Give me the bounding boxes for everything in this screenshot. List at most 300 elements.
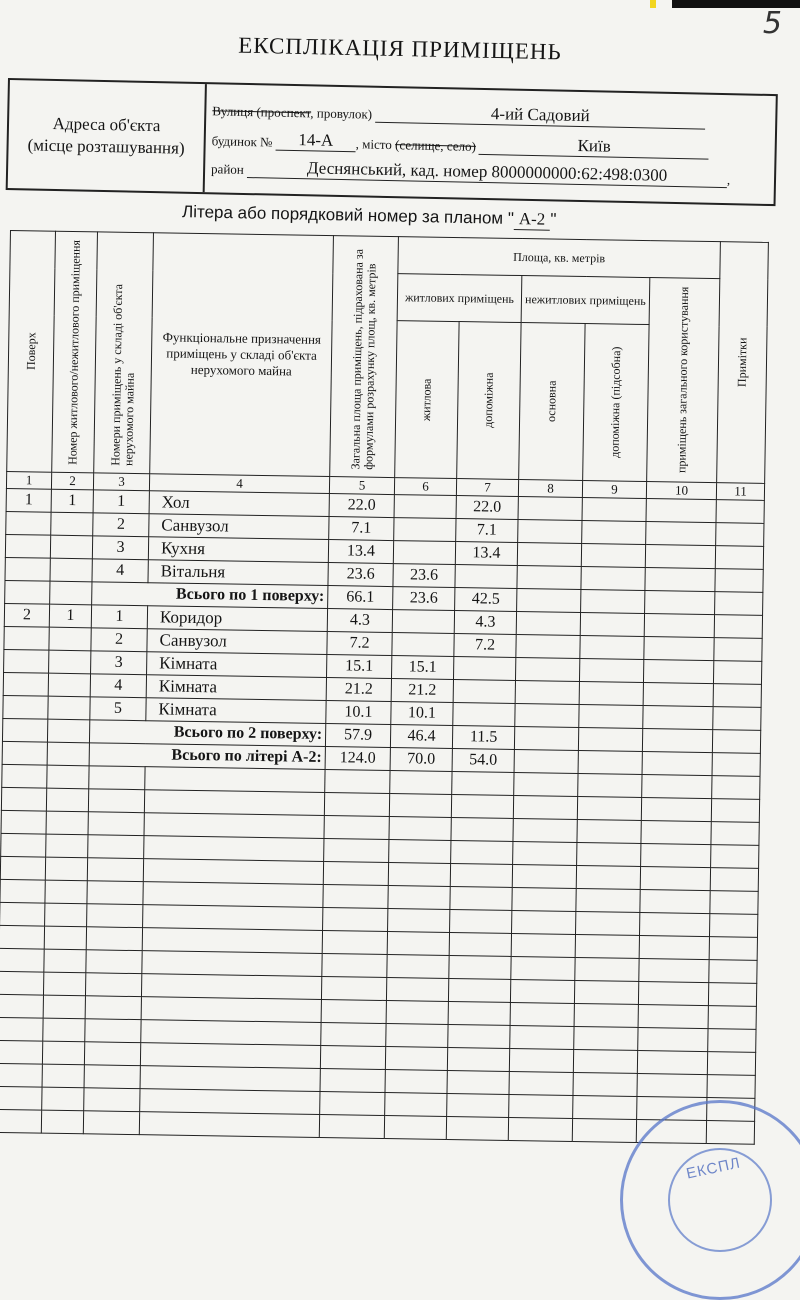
cell-floor: 1	[6, 488, 51, 512]
cell-empty	[513, 795, 577, 819]
cell-empty	[322, 930, 387, 954]
cell-total-area: 57.9	[325, 724, 390, 748]
cell-empty	[643, 683, 713, 707]
cell-empty	[518, 520, 582, 544]
address-label: Адреса об'єкта (місце розташування)	[8, 80, 207, 192]
cell-empty	[713, 707, 761, 731]
cell-empty	[1, 833, 46, 857]
cell-empty	[451, 795, 513, 819]
cell-empty	[386, 1024, 448, 1048]
cell-empty	[1, 810, 46, 834]
cell-auxiliary-area: 13.4	[455, 542, 517, 566]
cell-empty	[144, 790, 324, 816]
header-notes: Примітки	[717, 242, 769, 484]
cell-empty	[385, 1069, 447, 1093]
cell-empty	[516, 635, 580, 659]
header-dwelling-no: Номер житлового/нежитлового приміщення	[52, 231, 98, 473]
cell-empty	[140, 1066, 320, 1092]
header-floor: Поверх	[7, 231, 56, 473]
cell-empty	[514, 749, 578, 773]
cell-empty	[0, 971, 44, 995]
cell-room: 3	[91, 651, 147, 675]
cell-empty	[85, 1019, 141, 1043]
cell-empty	[143, 905, 323, 931]
cell-empty	[640, 889, 710, 913]
cell-floor	[5, 534, 50, 558]
cell-empty	[708, 1006, 756, 1030]
cell-living-area	[394, 518, 456, 542]
cell-empty	[89, 766, 145, 790]
building-line: будинок № 14-А , місто (селище, село) Київ	[212, 128, 710, 159]
cell-room-name: Вітальня	[148, 560, 328, 586]
cell-empty	[508, 1117, 572, 1141]
cell-auxiliary-area: 4.3	[454, 611, 516, 635]
cell-empty	[388, 886, 450, 910]
cell-floor	[2, 741, 47, 765]
cell-auxiliary-area: 22.0	[456, 496, 518, 520]
cell-empty	[320, 1045, 385, 1069]
cell-auxiliary-area: 7.1	[456, 519, 518, 543]
table-body	[0, 488, 764, 1144]
summary-label: Всього по літері А-2:	[89, 743, 325, 770]
cell-empty	[510, 979, 574, 1003]
cell-empty	[578, 773, 642, 797]
cell-empty	[637, 1073, 707, 1097]
litera-value: А-2	[514, 209, 551, 231]
cell-empty	[387, 955, 449, 979]
cell-empty	[46, 834, 88, 858]
cell-empty	[447, 1047, 509, 1071]
cell-empty	[714, 615, 762, 639]
cell-empty	[324, 816, 389, 840]
cell-total-area: 10.1	[326, 701, 391, 725]
cell-empty	[321, 1022, 386, 1046]
cell-empty	[321, 976, 386, 1000]
cell-empty	[518, 497, 582, 521]
cell-empty	[578, 750, 642, 774]
cell-empty	[707, 1075, 755, 1099]
cell-empty	[84, 1088, 140, 1112]
cell-empty	[45, 880, 87, 904]
cell-total-area: 13.4	[328, 540, 393, 564]
header-auxiliary-basement: допоміжна (підсобна)	[583, 324, 649, 482]
cell-empty	[644, 614, 714, 638]
cell-empty	[44, 949, 86, 973]
cell-empty	[388, 863, 450, 887]
cell-auxiliary-area	[453, 703, 515, 727]
cell-empty	[88, 812, 144, 836]
cell-empty	[641, 843, 711, 867]
cell-empty	[638, 1004, 708, 1028]
cell-total-area: 4.3	[327, 609, 392, 633]
cell-empty	[572, 1118, 636, 1142]
cell-empty	[0, 856, 45, 880]
cell-room: 1	[93, 490, 149, 514]
header-main: основна	[519, 323, 585, 481]
cell-room-name: Кімната	[146, 675, 326, 701]
district-line: район Деснянський, кад. номер 8000000000:62:498:0300 ,	[210, 158, 731, 188]
cell-empty	[638, 1027, 708, 1051]
cell-empty	[323, 885, 388, 909]
cell-empty	[513, 818, 577, 842]
cell-empty	[516, 612, 580, 636]
cell-empty	[325, 770, 390, 794]
cell-auxiliary-area: 54.0	[452, 749, 514, 773]
cell-room-name: Санвузол	[147, 629, 327, 655]
cell-dwelling	[49, 650, 91, 674]
cell-empty	[575, 957, 639, 981]
cell-empty	[390, 771, 452, 795]
cell-empty	[88, 835, 144, 859]
cell-empty	[710, 914, 758, 938]
cell-empty	[644, 637, 714, 661]
cell-empty	[41, 1110, 83, 1134]
header-total-area: Загальна площа приміщень, підрахована за формулами розрахунку площ, кв. метрів	[330, 236, 399, 478]
cell-empty	[323, 862, 388, 886]
cell-empty	[44, 926, 86, 950]
cell-empty	[574, 1003, 638, 1027]
cell-empty	[715, 569, 763, 593]
cell-empty	[642, 751, 712, 775]
cell-empty	[452, 772, 514, 796]
cell-empty	[708, 983, 756, 1007]
cell-living-area	[394, 495, 456, 519]
cell-empty	[43, 1018, 85, 1042]
cell-empty	[0, 994, 43, 1018]
header-common-use: приміщень загального користування	[647, 278, 720, 483]
cell-empty	[0, 1040, 43, 1064]
cell-empty	[582, 521, 646, 545]
cell-empty	[711, 799, 759, 823]
cell-empty	[708, 1029, 756, 1053]
cell-living-area	[392, 633, 454, 657]
summary-label: Всього по 1 поверху:	[92, 582, 328, 609]
cell-empty	[448, 1024, 510, 1048]
cell-empty	[645, 591, 715, 615]
litera-line: Літера або порядковий номер за планом " А-2 "	[181, 202, 557, 229]
header-living: житлова	[395, 321, 459, 479]
cell-empty	[43, 972, 85, 996]
cell-floor	[5, 557, 50, 581]
cell-living-area: 70.0	[390, 748, 452, 772]
cell-empty	[140, 1043, 320, 1069]
cell-empty	[581, 567, 645, 591]
building-value: 14-А	[276, 130, 356, 153]
cell-empty	[713, 684, 761, 708]
cell-empty	[510, 1002, 574, 1026]
cell-empty	[0, 925, 45, 949]
cell-empty	[321, 999, 386, 1023]
cell-empty	[512, 887, 576, 911]
cell-empty	[322, 953, 387, 977]
cell-empty	[579, 659, 643, 683]
cell-empty	[515, 680, 579, 704]
cell-empty	[141, 1020, 321, 1046]
handwritten-page-number: 5	[762, 6, 782, 41]
street-line: Вулиця (проспект, провулок) 4-ий Садовий	[212, 98, 705, 129]
cell-empty	[711, 845, 759, 869]
cell-living-area: 10.1	[391, 702, 453, 726]
cell-living-area: 21.2	[391, 679, 453, 703]
explication-table-wrap	[0, 230, 769, 1145]
cell-empty	[0, 948, 44, 972]
cell-empty	[449, 955, 511, 979]
cell-empty	[323, 907, 388, 931]
cell-empty	[42, 1041, 84, 1065]
cell-dwelling	[48, 696, 90, 720]
cell-empty	[450, 863, 512, 887]
cell-empty	[384, 1115, 446, 1139]
cell-floor	[3, 695, 48, 719]
cell-empty	[142, 951, 322, 977]
cell-empty	[86, 927, 142, 951]
cell-empty	[640, 866, 710, 890]
cell-empty	[320, 1068, 385, 1092]
address-box	[6, 78, 778, 206]
cell-empty	[446, 1116, 508, 1140]
cell-living-area: 46.4	[390, 725, 452, 749]
cell-empty	[141, 974, 321, 1000]
stamp-text: ЕКСПЛ	[684, 1154, 743, 1183]
cell-empty	[638, 981, 708, 1005]
cell-empty	[576, 865, 640, 889]
city-value: Київ	[479, 134, 709, 160]
cell-empty	[513, 841, 577, 865]
cell-total-area: 23.6	[328, 563, 393, 587]
cell-empty	[85, 973, 141, 997]
cell-empty	[450, 909, 512, 933]
cell-empty	[46, 788, 88, 812]
cell-empty	[141, 997, 321, 1023]
cell-empty	[645, 545, 715, 569]
cell-empty	[0, 1017, 43, 1041]
cell-dwelling	[50, 558, 92, 582]
cell-empty	[642, 729, 712, 753]
cell-empty	[574, 1026, 638, 1050]
cell-empty	[42, 1064, 84, 1088]
cell-empty	[514, 726, 578, 750]
cell-empty	[389, 840, 451, 864]
cell-auxiliary-area	[455, 565, 517, 589]
cell-room-name: Хол	[149, 491, 329, 517]
cell-empty	[145, 767, 325, 793]
cell-total-area: 22.0	[329, 494, 394, 518]
cell-empty	[645, 568, 715, 592]
cell-empty	[574, 980, 638, 1004]
header-residential: житлових приміщень	[397, 274, 522, 323]
cell-empty	[45, 857, 87, 881]
cell-empty	[324, 839, 389, 863]
cell-empty	[578, 727, 642, 751]
cell-empty	[0, 879, 45, 903]
cell-auxiliary-area	[453, 657, 515, 681]
cell-empty	[86, 950, 142, 974]
cell-empty	[710, 868, 758, 892]
cell-room-name: Коридор	[147, 606, 327, 632]
cell-total-area: 21.2	[326, 678, 391, 702]
cell-empty	[712, 753, 760, 777]
cell-room-name: Кухня	[148, 537, 328, 563]
cell-empty	[637, 1050, 707, 1074]
cell-empty	[447, 1070, 509, 1094]
cell-room: 1	[91, 605, 147, 629]
cell-empty	[577, 819, 641, 843]
cell-empty	[715, 592, 763, 616]
cell-empty	[447, 1093, 509, 1117]
header-area-group: Площа, кв. метрів	[398, 237, 721, 279]
cell-living-area: 15.1	[392, 656, 454, 680]
cell-empty	[714, 661, 762, 685]
cell-empty	[385, 1092, 447, 1116]
cell-empty	[450, 886, 512, 910]
cell-empty	[639, 935, 709, 959]
cell-dwelling	[47, 719, 89, 743]
cell-empty	[639, 912, 709, 936]
cell-empty	[643, 660, 713, 684]
cell-room: 5	[90, 697, 146, 721]
cell-dwelling	[47, 742, 89, 766]
cell-dwelling	[51, 512, 93, 536]
cell-dwelling: 1	[49, 604, 91, 628]
cell-room: 2	[91, 628, 147, 652]
cell-empty	[646, 499, 716, 523]
cell-empty	[387, 932, 449, 956]
cell-empty	[515, 657, 579, 681]
cell-empty	[715, 546, 763, 570]
cell-empty	[576, 911, 640, 935]
cell-empty	[143, 882, 323, 908]
cell-empty	[641, 797, 711, 821]
cell-room-name: Кімната	[146, 698, 326, 724]
cell-empty	[0, 1086, 42, 1110]
cell-empty	[581, 544, 645, 568]
summary-label: Всього по 2 поверху:	[89, 720, 325, 747]
cell-dwelling	[50, 535, 92, 559]
cell-empty	[451, 818, 513, 842]
cell-empty	[517, 543, 581, 567]
cell-empty	[510, 1025, 574, 1049]
cell-empty	[389, 817, 451, 841]
cell-empty	[709, 960, 757, 984]
cell-room-name: Санвузол	[149, 514, 329, 540]
cell-empty	[83, 1111, 139, 1135]
cell-empty	[642, 774, 712, 798]
cell-empty	[142, 928, 322, 954]
cell-empty	[573, 1095, 637, 1119]
cell-empty	[449, 932, 511, 956]
cell-empty	[517, 589, 581, 613]
cell-dwelling	[50, 581, 92, 605]
cell-empty	[448, 1001, 510, 1025]
cell-empty	[319, 1114, 384, 1138]
cell-room: 4	[92, 559, 148, 583]
explication-table	[0, 230, 769, 1145]
cell-empty	[511, 956, 575, 980]
cell-empty	[143, 859, 323, 885]
cell-empty	[646, 522, 716, 546]
cell-empty	[707, 1052, 755, 1076]
cell-empty	[385, 1047, 447, 1071]
cell-empty	[2, 764, 47, 788]
cell-empty	[639, 958, 709, 982]
cell-floor: 2	[4, 603, 49, 627]
cell-empty	[144, 836, 324, 862]
cell-floor	[6, 511, 51, 535]
cell-empty	[1, 787, 46, 811]
cell-floor	[2, 718, 47, 742]
cell-empty	[84, 1042, 140, 1066]
cell-empty	[712, 776, 760, 800]
cell-empty	[509, 1094, 573, 1118]
cell-living-area: 23.6	[393, 587, 455, 611]
cell-empty	[579, 682, 643, 706]
cell-dwelling: 1	[51, 489, 93, 513]
cell-empty	[580, 636, 644, 660]
cell-empty	[320, 1091, 385, 1115]
header-auxiliary: допоміжна	[457, 322, 521, 480]
cell-living-area: 23.6	[393, 564, 455, 588]
cell-floor	[4, 626, 49, 650]
document-title: ЕКСПЛІКАЦІЯ ПРИМІЩЕНЬ	[238, 32, 563, 65]
cell-empty	[389, 794, 451, 818]
cell-empty	[577, 796, 641, 820]
cell-dwelling	[49, 627, 91, 651]
cell-empty	[514, 772, 578, 796]
cell-empty	[512, 910, 576, 934]
cell-empty	[388, 909, 450, 933]
cell-empty	[512, 864, 576, 888]
cell-empty	[716, 523, 764, 547]
cell-empty	[144, 813, 324, 839]
cell-empty	[451, 841, 513, 865]
cell-empty	[87, 881, 143, 905]
cell-empty	[716, 500, 764, 524]
cell-total-area: 15.1	[327, 655, 392, 679]
cell-empty	[511, 933, 575, 957]
cell-living-area	[392, 610, 454, 634]
cell-empty	[324, 793, 389, 817]
cell-room: 2	[93, 513, 149, 537]
cell-empty	[517, 566, 581, 590]
cell-empty	[710, 891, 758, 915]
cell-empty	[509, 1071, 573, 1095]
cell-empty	[87, 904, 143, 928]
cell-empty	[43, 995, 85, 1019]
cell-empty	[580, 613, 644, 637]
cell-floor	[3, 672, 48, 696]
cell-empty	[577, 842, 641, 866]
cell-empty	[643, 706, 713, 730]
cell-auxiliary-area: 7.2	[454, 634, 516, 658]
cell-total-area: 7.1	[329, 517, 394, 541]
cell-total-area: 124.0	[325, 747, 390, 771]
cell-empty	[712, 730, 760, 754]
cell-empty	[386, 1001, 448, 1025]
cell-auxiliary-area: 42.5	[455, 588, 517, 612]
cell-empty	[85, 996, 141, 1020]
cell-floor	[4, 649, 49, 673]
cell-total-area: 7.2	[327, 632, 392, 656]
cell-empty	[582, 498, 646, 522]
cell-empty	[0, 902, 45, 926]
cell-floor	[5, 580, 50, 604]
cell-living-area	[393, 541, 455, 565]
cell-empty	[509, 1048, 573, 1072]
cell-empty	[87, 858, 143, 882]
header-function: Функціональне призначення приміщень у складі об'єкта нерухомого майна	[150, 233, 334, 477]
cell-empty	[45, 903, 87, 927]
cell-empty	[709, 937, 757, 961]
